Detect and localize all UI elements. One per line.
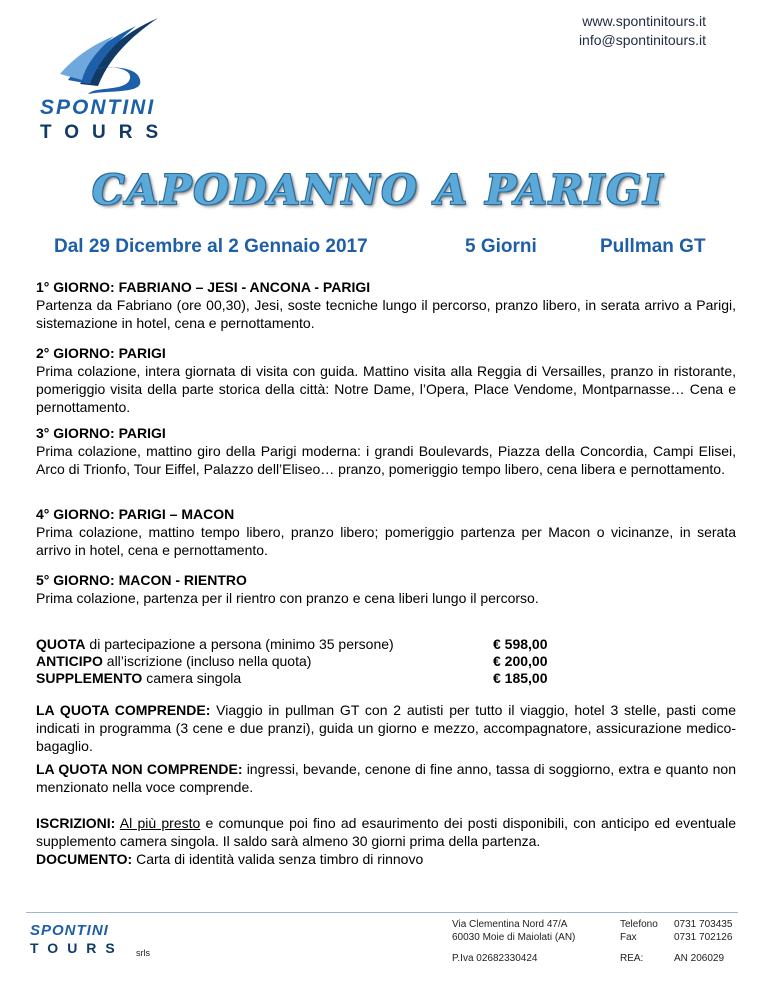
fax-label: Fax bbox=[620, 932, 637, 943]
price-value: € 200,00 bbox=[493, 653, 548, 669]
day-4 bbox=[36, 505, 736, 559]
day-heading: 1° GIORNO: FABRIANO – JESI - ANCONA - PARIGI bbox=[36, 279, 371, 295]
day-1 bbox=[36, 278, 736, 332]
price-desc: camera singola bbox=[142, 670, 242, 686]
address-line-2: 60030 Moie di Maiolati (AN) bbox=[452, 932, 576, 943]
page-title: CAPODANNO A PARIGI bbox=[92, 166, 665, 214]
day-text: Prima colazione, intera giornata di visita con guida. Mattino visita alla Reggia di Versailles, pranzo in ristorante, pomeriggio visita della parte storica della città: Notre Dame, l’Opera, Place Vendome, Montparnasse… Cena e pernottamento. bbox=[36, 363, 736, 415]
day-heading: 4° GIORNO: PARIGI – MACON bbox=[36, 506, 235, 522]
day-text: Prima colazione, mattino tempo libero, pranzo libero; pomeriggio partenza per Macon o vicinanze, in serata arrivo in hotel, cena e pernottamento. bbox=[36, 524, 736, 558]
day-heading: 3° GIORNO: PARIGI bbox=[36, 425, 166, 441]
phone-label: Telefono bbox=[620, 919, 658, 930]
document-note bbox=[36, 850, 736, 868]
footer-brand-suffix: srls bbox=[136, 948, 150, 958]
trip-transport: Pullman GT bbox=[600, 236, 706, 257]
price-row bbox=[36, 670, 548, 687]
day-heading: 5° GIORNO: MACON - RIENTRO bbox=[36, 572, 247, 588]
footer-contact-labels bbox=[620, 918, 658, 944]
footer-divider bbox=[26, 912, 738, 913]
brand-name-top: SPONTINI bbox=[40, 96, 156, 119]
brand-name-bottom: TOURS bbox=[40, 122, 172, 143]
excludes-text: ingressi, bevande, cenone di fine anno, tassa di soggiorno, extra e quanto non menzionato nella voce comprende. bbox=[36, 761, 736, 795]
website-link[interactable]: www.spontinitours.it bbox=[582, 13, 706, 29]
day-5 bbox=[36, 571, 736, 607]
footer-contact-values bbox=[674, 918, 732, 944]
quota-excludes bbox=[36, 760, 736, 796]
registration-underlined: Al più presto bbox=[119, 815, 201, 831]
rea-value: AN 206029 bbox=[674, 953, 725, 964]
price-value: € 598,00 bbox=[493, 636, 548, 652]
email-link[interactable]: info@spontinitours.it bbox=[578, 32, 706, 48]
price-row bbox=[36, 653, 548, 670]
includes-label: LA QUOTA COMPRENDE: bbox=[36, 702, 211, 718]
document-label: DOCUMENTO: bbox=[36, 851, 133, 867]
excludes-label: LA QUOTA NON COMPRENDE: bbox=[36, 761, 243, 777]
footer-vat: P.Iva 02682330424 bbox=[452, 953, 538, 964]
price-desc: all’iscrizione (incluso nella quota) bbox=[102, 653, 312, 669]
address-line-1: Via Clementina Nord 47/A bbox=[452, 919, 568, 930]
footer-address bbox=[452, 918, 575, 944]
contact-block bbox=[579, 12, 706, 50]
price-table bbox=[36, 636, 548, 687]
registration-text: e comunque poi fino ad esaurimento dei posti disponibili, con anticipo ed eventuale supplemento camera singola. Il saldo sarà almeno 30 giorni prima della partenza. bbox=[36, 815, 736, 849]
logo-swoosh-icon bbox=[40, 14, 170, 96]
price-desc: di partecipazione a persona (minimo 35 persone) bbox=[85, 636, 394, 652]
quota-includes bbox=[36, 701, 736, 755]
rea-label: REA: bbox=[620, 953, 644, 964]
logo bbox=[40, 14, 170, 101]
registration-label: ISCRIZIONI: bbox=[36, 815, 116, 831]
price-label: QUOTA bbox=[36, 636, 86, 652]
day-3 bbox=[36, 424, 736, 478]
day-2 bbox=[36, 344, 736, 416]
trip-duration: 5 Giorni bbox=[465, 236, 537, 257]
day-heading: 2° GIORNO: PARIGI bbox=[36, 345, 166, 361]
includes-text: Viaggio in pullman GT con 2 autisti per tutto il viaggio, hotel 3 stelle, pasti come indicati in programma (3 cene e due pranzi), guida un giorno e mezzo, accompagnatore, assicurazione medico-bagaglio. bbox=[36, 702, 736, 754]
footer-brand-top: SPONTINI bbox=[30, 922, 109, 939]
fax-number: 0731 702126 bbox=[674, 932, 733, 943]
price-label: ANTICIPO bbox=[36, 653, 103, 669]
day-text: Partenza da Fabriano (ore 00,30), Jesi, soste tecniche lungo il percorso, pranzo libero, in serata arrivo a Parigi, sistemazione in hotel, cena e pernottamento. bbox=[36, 297, 736, 331]
trip-dates: Dal 29 Dicembre al 2 Gennaio 2017 bbox=[54, 236, 368, 257]
day-text: Prima colazione, mattino giro della Parigi moderna: i grandi Boulevards, Piazza della Concordia, Campi Elisei, Arco di Trionfo, Tour Eiffel, Palazzo dell’Eliseo… pranzo, pomeriggio tempo libero, cena libera e pernottamento. bbox=[36, 443, 736, 477]
footer-brand-bottom: TOURS bbox=[30, 940, 124, 956]
price-value: € 185,00 bbox=[493, 670, 548, 686]
phone-number[interactable]: 0731 703435 bbox=[674, 919, 733, 930]
day-text: Prima colazione, partenza per il rientro con pranzo e cena liberi lungo il percorso. bbox=[36, 590, 539, 606]
price-label: SUPPLEMENTO bbox=[36, 670, 143, 686]
price-row bbox=[36, 636, 548, 653]
document-text: Carta di identità valida senza timbro di rinnovo bbox=[132, 851, 424, 867]
registration bbox=[36, 814, 736, 850]
